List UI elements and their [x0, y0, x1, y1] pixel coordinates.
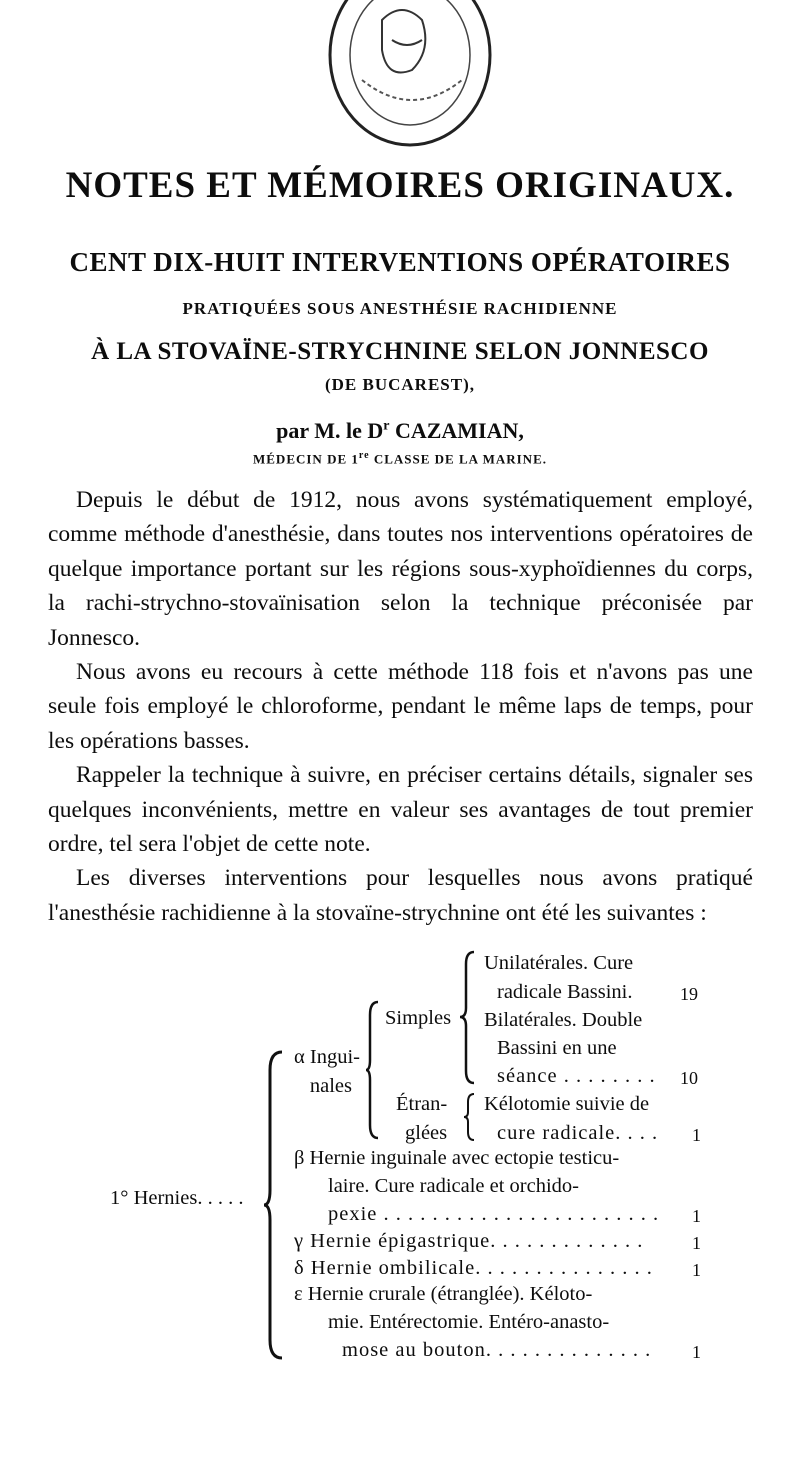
author-prefix: par M. le D	[276, 418, 384, 443]
eps-line1: ε Hernie crurale (étranglée). Kéloto-	[294, 1283, 593, 1305]
gamma-line: γ Hernie épigastrique. . . . . . . . . . . . .	[294, 1230, 644, 1252]
article-title-line4: (DE BUCAREST),	[324, 375, 476, 394]
affiliation-b: CLASSE DE LA MARINE.	[369, 451, 547, 467]
paragraph: Rappeler la technique à suivre, en préciser certains détails, signaler ses quelques inconvénients, mettre en valeur ses avantages de tout premier ordre, tel sera l'objet de cette note.	[48, 762, 753, 858]
etranglees-label-2: glées	[405, 1122, 448, 1144]
eps-count: 1	[692, 1342, 701, 1362]
beta-count: 1	[692, 1206, 701, 1226]
author-sup: r	[383, 418, 390, 434]
paragraph: Depuis le début de 1912, nous avons systématiquement employé, comme méthode d'anesthésie, dans toutes nos interventions opératoires de quelque importance portant sur les régions sous-xyphoïdiennes du corps, la rachi-strychno-stovaïnisation selon la technique préconisée par Jonnesco.	[48, 487, 753, 651]
unilat-count: 19	[680, 984, 698, 1004]
beta-line2: laire. Cure radicale et orchido-	[328, 1175, 579, 1197]
affiliation-sup: re	[358, 450, 370, 461]
author-line	[0, 418, 800, 444]
delta-line: δ Hernie ombilicale. . . . . . . . . . . . . . .	[294, 1257, 653, 1279]
affiliation-line	[0, 450, 800, 467]
simples-label: Simples	[385, 1007, 452, 1029]
bilat-line3: séance . . . . . . . .	[497, 1065, 656, 1087]
brace-simples	[458, 950, 476, 1085]
bilat-count: 10	[680, 1068, 698, 1088]
inguinales-label-1: α Ingui-	[294, 1046, 360, 1068]
paragraph: Nous avons eu recours à cette méthode 118 fois et n'avons pas une seule fois employé le chloroforme, pendant le même laps de temps, pour les opérations basses.	[48, 659, 753, 754]
eps-line3: mose au bouton. . . . . . . . . . . . . .	[342, 1339, 652, 1361]
etranglees-label-1: Étran-	[396, 1093, 448, 1115]
beta-line1: β Hernie inguinale avec ectopie testicu-	[294, 1147, 620, 1169]
affiliation-a: MÉDECIN DE 1	[252, 451, 359, 467]
hernies-label: 1° Hernies. . . . .	[110, 1187, 244, 1209]
inguinales-label-2: nales	[309, 1075, 352, 1097]
body-text	[48, 483, 753, 930]
paragraph: Les diverses interventions pour lesquelles nous avons pratiqué l'anesthésie rachidienne à la stovaïne-strychnine ont été les suivantes :	[48, 865, 753, 926]
article-title-line3: À LA STOVAÏNE-STRYCHNINE SELON JONNESCO	[91, 338, 709, 365]
author-name: CAZAMIAN,	[389, 418, 524, 443]
stamp-text	[0, 0, 1, 1]
brace-inguinales	[364, 1000, 380, 1140]
brace-etranglees	[462, 1092, 476, 1142]
beta-line3: pexie . . . . . . . . . . . . . . . . . . . . . . .	[328, 1203, 660, 1225]
unilat-line1: Unilatérales. Cure	[484, 952, 634, 974]
article-title-line1: CENT DIX-HUIT INTERVENTIONS OPÉRATOIRES	[69, 247, 731, 277]
gamma-count: 1	[692, 1233, 701, 1253]
unilat-line2: radicale Bassini.	[497, 981, 633, 1003]
kelo-line1: Kélotomie suivie de	[484, 1093, 650, 1115]
section-title: NOTES ET MÉMOIRES ORIGINAUX.	[65, 165, 735, 206]
library-stamp	[322, 0, 498, 160]
kelo-line2: cure radicale. . . .	[497, 1122, 659, 1144]
bilat-line2: Bassini en une	[497, 1037, 617, 1059]
delta-count: 1	[692, 1260, 701, 1280]
eps-line2: mie. Entérectomie. Entéro-anasto-	[328, 1311, 610, 1333]
article-title-line2: PRATIQUÉES SOUS ANESTHÉSIE RACHIDIENNE	[182, 299, 618, 318]
kelo-count: 1	[692, 1125, 701, 1145]
bilat-line1: Bilatérales. Double	[484, 1009, 643, 1031]
